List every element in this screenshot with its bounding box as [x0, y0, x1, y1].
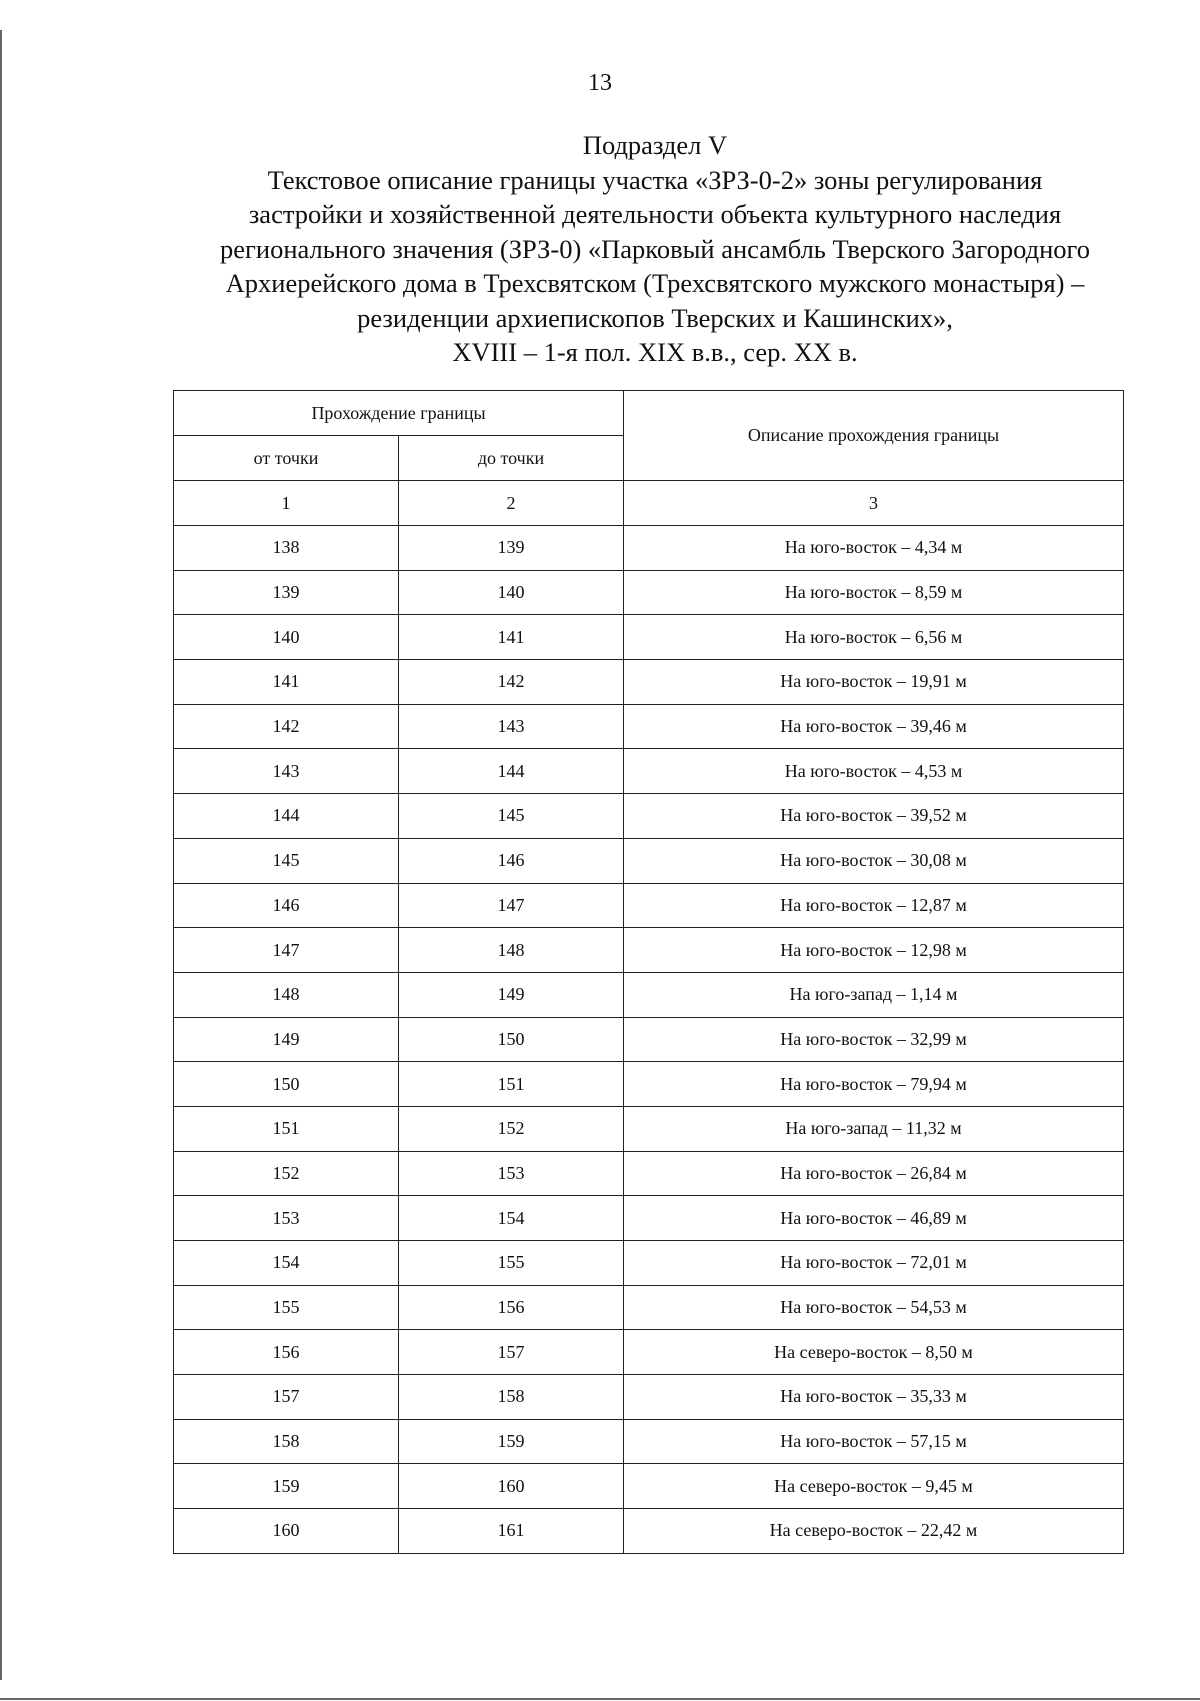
cell-to-point: 141 — [399, 615, 624, 660]
cell-description: На юго-восток – 6,56 м — [624, 615, 1124, 660]
cell-description: На юго-восток – 32,99 м — [624, 1017, 1124, 1062]
cell-to-point: 160 — [399, 1464, 624, 1509]
cell-from-point: 149 — [174, 1017, 399, 1062]
cell-from-point: 143 — [174, 749, 399, 794]
cell-from-point: 146 — [174, 883, 399, 928]
cell-description: На юго-восток – 4,53 м — [624, 749, 1124, 794]
table-row — [174, 1196, 1124, 1241]
table-row — [174, 615, 1124, 660]
table-header — [174, 391, 1124, 526]
cell-to-point: 147 — [399, 883, 624, 928]
cell-from-point: 155 — [174, 1285, 399, 1330]
cell-description: На юго-восток – 4,34 м — [624, 526, 1124, 571]
cell-from-point: 138 — [174, 526, 399, 571]
cell-to-point: 144 — [399, 749, 624, 794]
cell-to-point: 159 — [399, 1419, 624, 1464]
cell-from-point: 154 — [174, 1241, 399, 1286]
cell-from-point: 144 — [174, 794, 399, 839]
table-row — [174, 928, 1124, 973]
heading-line: XVIII – 1-я пол. XIX в.в., сер. XX в. — [452, 337, 858, 367]
cell-from-point: 139 — [174, 570, 399, 615]
table-row — [174, 1464, 1124, 1509]
table-row — [174, 704, 1124, 749]
cell-to-point: 146 — [399, 838, 624, 883]
cell-description: На юго-восток – 35,33 м — [624, 1375, 1124, 1420]
heading-line: регионального значения (ЗРЗ-0) «Парковый ансамбль Тверского Загородного — [220, 233, 1090, 264]
cell-from-point: 141 — [174, 660, 399, 705]
cell-description: На юго-восток – 79,94 м — [624, 1062, 1124, 1107]
table-row — [174, 749, 1124, 794]
cell-description: На юго-восток – 57,15 м — [624, 1419, 1124, 1464]
cell-to-point: 152 — [399, 1106, 624, 1151]
heading-line: Подраздел V — [582, 130, 728, 160]
cell-from-point: 145 — [174, 838, 399, 883]
cell-to-point: 143 — [399, 704, 624, 749]
table-row — [174, 1509, 1124, 1554]
cell-to-point: 155 — [399, 1241, 624, 1286]
cell-to-point: 140 — [399, 570, 624, 615]
heading-line: Архиерейского дома в Трехсвятском (Трехсвятского мужского монастыря) – — [225, 268, 1085, 298]
cell-description: На юго-восток – 26,84 м — [624, 1151, 1124, 1196]
cell-from-point: 151 — [174, 1106, 399, 1151]
cell-from-point: 148 — [174, 972, 399, 1017]
scan-edge-bottom — [0, 1698, 1200, 1700]
header-from-point: от точки — [174, 436, 399, 481]
table-row — [174, 1285, 1124, 1330]
cell-from-point: 142 — [174, 704, 399, 749]
table-row — [174, 1062, 1124, 1107]
cell-description: На северо-восток – 22,42 м — [624, 1509, 1124, 1554]
cell-to-point: 150 — [399, 1017, 624, 1062]
page-number: 13 — [588, 70, 612, 96]
table-row — [174, 660, 1124, 705]
table-row — [174, 794, 1124, 839]
cell-from-point: 152 — [174, 1151, 399, 1196]
scan-edge-left — [0, 30, 2, 1680]
cell-description: На юго-восток – 12,87 м — [624, 883, 1124, 928]
cell-to-point: 153 — [399, 1151, 624, 1196]
cell-description: На юго-восток – 30,08 м — [624, 838, 1124, 883]
column-number: 1 — [174, 481, 399, 526]
table-body — [174, 526, 1124, 1554]
cell-to-point: 151 — [399, 1062, 624, 1107]
cell-from-point: 159 — [174, 1464, 399, 1509]
cell-from-point: 158 — [174, 1419, 399, 1464]
column-number: 2 — [399, 481, 624, 526]
table-row — [174, 1151, 1124, 1196]
boundary-table — [173, 390, 1124, 1554]
cell-to-point: 154 — [399, 1196, 624, 1241]
cell-to-point: 148 — [399, 928, 624, 973]
cell-to-point: 156 — [399, 1285, 624, 1330]
cell-description: На северо-восток – 9,45 м — [624, 1464, 1124, 1509]
cell-description: На юго-запад – 11,32 м — [624, 1106, 1124, 1151]
header-boundary-passage: Прохождение границы — [174, 391, 624, 436]
cell-to-point: 142 — [399, 660, 624, 705]
cell-from-point: 150 — [174, 1062, 399, 1107]
cell-to-point: 161 — [399, 1509, 624, 1554]
heading-line: Текстовое описание границы участка «ЗРЗ-0-2» зоны регулирования — [267, 164, 1043, 195]
table-row — [174, 883, 1124, 928]
cell-description: На юго-восток – 54,53 м — [624, 1285, 1124, 1330]
document-heading — [120, 128, 1190, 370]
table-row — [174, 526, 1124, 571]
header-description: Описание прохождения границы — [624, 391, 1124, 481]
table-row — [174, 1375, 1124, 1420]
cell-from-point: 153 — [174, 1196, 399, 1241]
table-row — [174, 1017, 1124, 1062]
cell-from-point: 156 — [174, 1330, 399, 1375]
table-row — [174, 838, 1124, 883]
cell-to-point: 158 — [399, 1375, 624, 1420]
cell-description: На северо-восток – 8,50 м — [624, 1330, 1124, 1375]
cell-description: На юго-восток – 8,59 м — [624, 570, 1124, 615]
table-row — [174, 1106, 1124, 1151]
cell-description: На юго-восток – 72,01 м — [624, 1241, 1124, 1286]
column-number: 3 — [624, 481, 1124, 526]
cell-to-point: 149 — [399, 972, 624, 1017]
table-row — [174, 972, 1124, 1017]
cell-description: На юго-восток – 46,89 м — [624, 1196, 1124, 1241]
table-row — [174, 1419, 1124, 1464]
cell-to-point: 145 — [399, 794, 624, 839]
table-row — [174, 570, 1124, 615]
cell-description: На юго-восток – 39,46 м — [624, 704, 1124, 749]
cell-from-point: 140 — [174, 615, 399, 660]
cell-from-point: 157 — [174, 1375, 399, 1420]
header-to-point: до точки — [399, 436, 624, 481]
cell-from-point: 147 — [174, 928, 399, 973]
heading-line: застройки и хозяйственной деятельности объекта культурного наследия — [248, 199, 1062, 229]
cell-description: На юго-запад – 1,14 м — [624, 972, 1124, 1017]
cell-from-point: 160 — [174, 1509, 399, 1554]
table-row — [174, 1241, 1124, 1286]
cell-to-point: 139 — [399, 526, 624, 571]
cell-description: На юго-восток – 39,52 м — [624, 794, 1124, 839]
cell-description: На юго-восток – 19,91 м — [624, 660, 1124, 705]
cell-to-point: 157 — [399, 1330, 624, 1375]
cell-description: На юго-восток – 12,98 м — [624, 928, 1124, 973]
table-row — [174, 1330, 1124, 1375]
heading-line: резиденции архиепископов Тверских и Кашинских», — [357, 302, 953, 333]
